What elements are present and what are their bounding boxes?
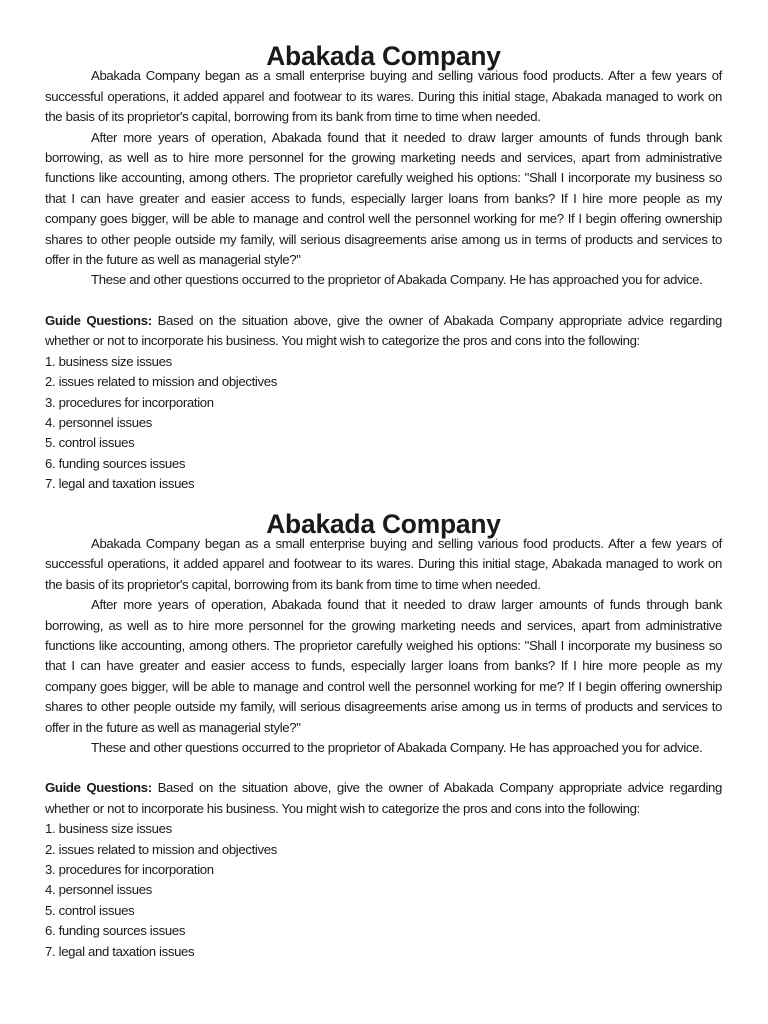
topic-item: 2. issues related to mission and objectives (45, 841, 277, 857)
case-title: Abakada Company (266, 508, 501, 539)
topic-item: 3. procedures for incorporation (45, 862, 214, 878)
topic-item: 1. business size issues (45, 353, 172, 369)
guide-questions-text: Based on the situation above, give the owner of Abakada Company appropriate advice regarding whether or not to incorporate his business. You might wish to categorize the pros and cons into the following: (45, 780, 722, 816)
topic-item: 6. funding sources issues (45, 923, 186, 939)
case-paragraph: These and other questions occurred to the proprietor of Abakada Company. He has approached you for advice. (91, 272, 703, 288)
topic-item: 3. procedures for incorporation (45, 394, 214, 410)
topic-item: 4. personnel issues (45, 882, 152, 898)
case-paragraph: Abakada Company began as a small enterprise buying and selling various food products. After a few years of successful operations, it added apparel and footwear to its wares. During this initial stage, Abakada managed to work on the basis of its proprietor's capital, borrowing from its bank from time to time when needed. (45, 535, 722, 592)
case-paragraph: These and other questions occurred to the proprietor of Abakada Company. He has approached you for advice. (91, 740, 703, 755)
case-paragraph: Abakada Company began as a small enterprise buying and selling various food products. After a few years of successful operations, it added apparel and footwear to its wares. During this initial stage, Abakada managed to work on the basis of its proprietor's capital, borrowing from its bank from time to time when needed. (45, 68, 722, 125)
guide-questions (45, 778, 722, 819)
guide-questions-text: Based on the situation above, give the owner of Abakada Company appropriate advice regarding whether or not to incorporate his business. You might wish to categorize the pros and cons into the following: (45, 312, 722, 349)
topic-item: 4. personnel issues (45, 414, 152, 430)
case-section-2 (45, 508, 722, 963)
case-paragraph: After more years of operation, Abakada found that it needed to draw larger amounts of funds through bank borrowing, as well as to hire more personnel for the growing marketing needs and services, apart from administrative functions like accounting, among others. The proprietor carefully weighed his options: "Shall I incorporate my business so that I can have greater and easier access to funds, especially larger loans from banks? If I hire more people as my company goes bigger, will be able to manage and control well the personnel working for me? If I begin offering ownership shares to other people outside my family, will serious disagreements arise among us in terms of products and services to offer in the future as well as managerial style?" (45, 129, 722, 268)
document-page (45, 41, 722, 962)
topic-item: 5. control issues (45, 435, 135, 451)
case-section-1 (45, 41, 722, 495)
guide-questions-label: Guide Questions: (45, 312, 152, 328)
topic-item: 6. funding sources issues (45, 455, 186, 471)
topic-item: 2. issues related to mission and objectives (45, 374, 277, 390)
guide-questions-label: Guide Questions: (45, 780, 152, 796)
topic-item: 1. business size issues (45, 821, 172, 837)
case-paragraph: After more years of operation, Abakada found that it needed to draw larger amounts of funds through bank borrowing, as well as to hire more personnel for the growing marketing needs and services, apart from administrative functions like accounting, among others. The proprietor carefully weighed his options: "Shall I incorporate my business so that I can have greater and easier access to funds, especially larger loans from banks? If I hire more people as my company goes bigger, will be able to manage and control well the personnel working for me? If I begin offering ownership shares to other people outside my family, will serious disagreements arise among us in terms of products and services to offer in the future as well as managerial style?" (45, 597, 722, 735)
topic-list (45, 352, 722, 495)
topic-item: 7. legal and taxation issues (45, 476, 195, 492)
guide-questions (45, 311, 722, 352)
topic-item: 7. legal and taxation issues (45, 943, 195, 959)
topic-list (45, 819, 722, 962)
case-title: Abakada Company (266, 41, 501, 71)
topic-item: 5. control issues (45, 902, 135, 918)
